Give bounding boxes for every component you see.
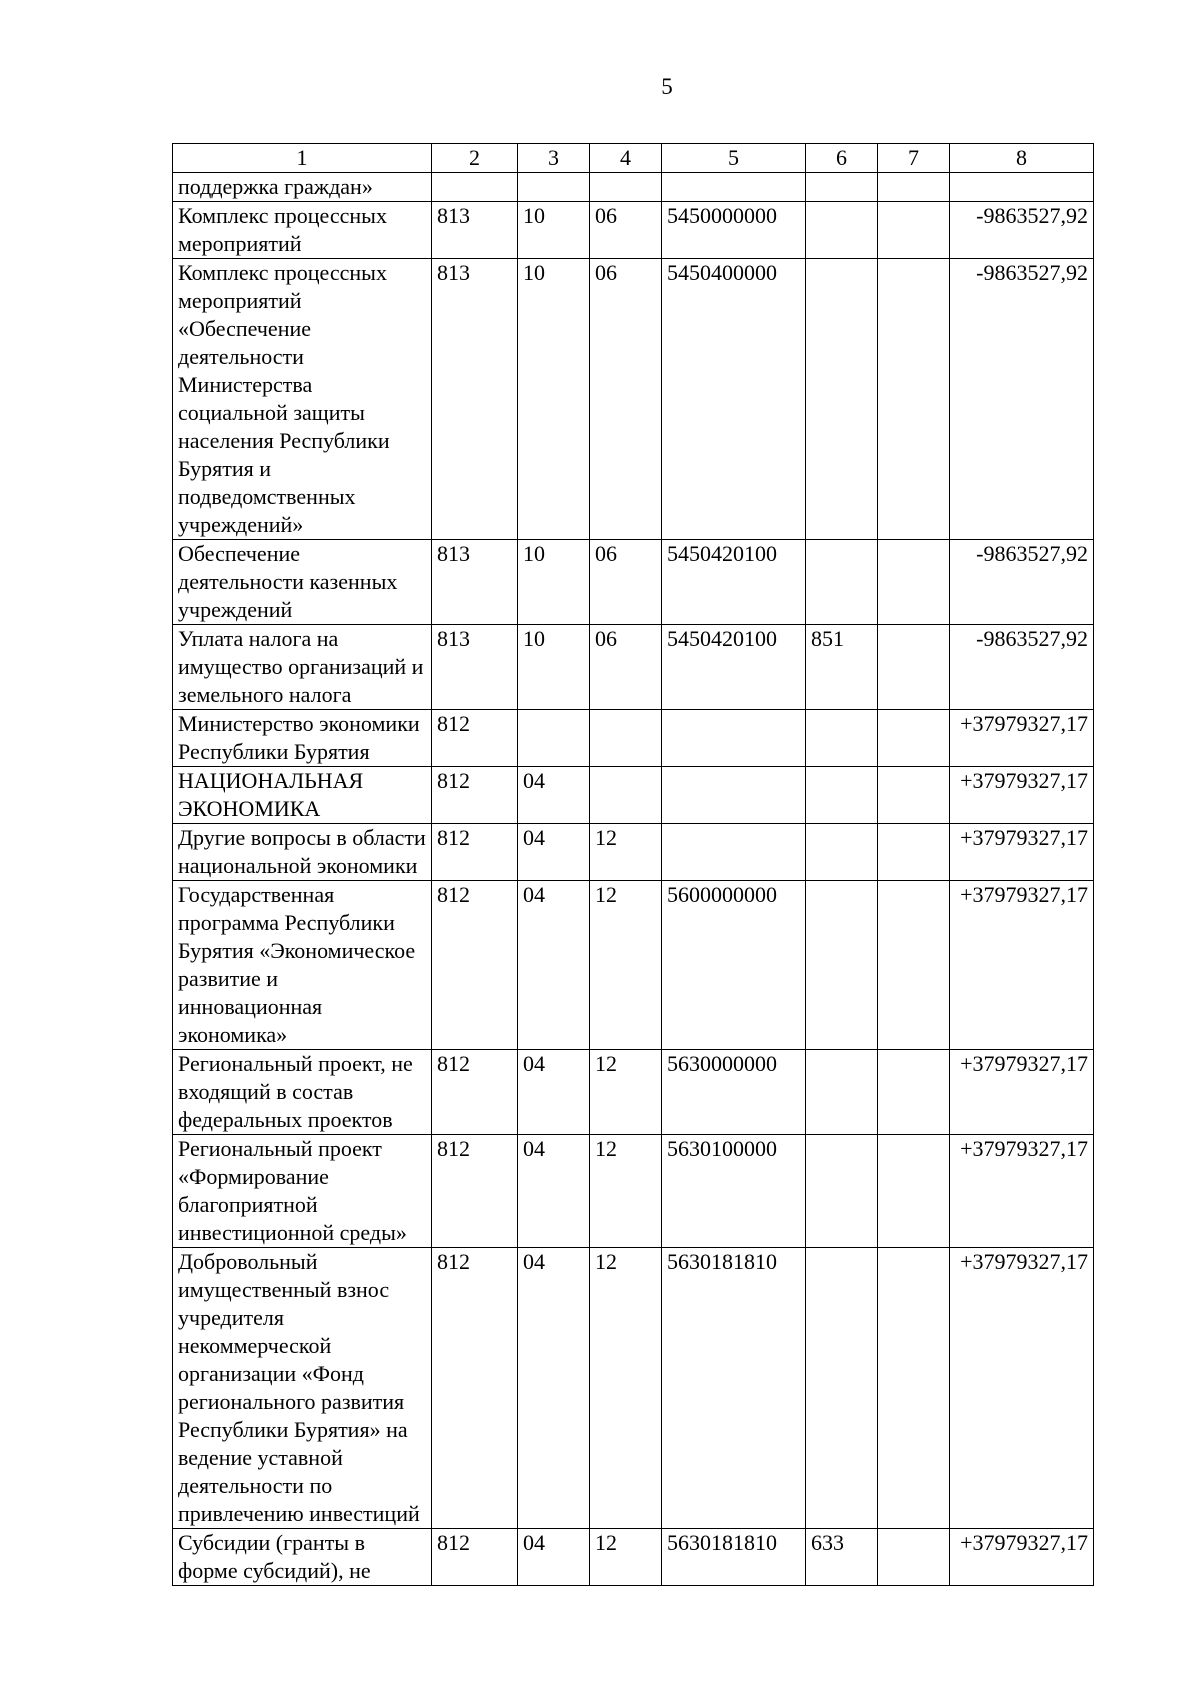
amount-cell: +37979327,17 — [950, 1050, 1094, 1135]
target-article-cell: 5600000000 — [662, 881, 806, 1050]
table-row — [173, 259, 1094, 540]
target-article-cell: 5630181810 — [662, 1529, 806, 1586]
column-7-cell — [878, 824, 950, 881]
target-article-cell — [662, 710, 806, 767]
admin-code-cell: 813 — [432, 625, 518, 710]
table-row — [173, 767, 1094, 824]
admin-code-cell: 812 — [432, 1050, 518, 1135]
subsection-cell — [590, 173, 662, 202]
expense-type-cell — [806, 259, 878, 540]
column-7-cell — [878, 881, 950, 1050]
admin-code-cell: 812 — [432, 1529, 518, 1586]
table-row — [173, 710, 1094, 767]
subsection-cell: 06 — [590, 540, 662, 625]
section-cell: 10 — [518, 625, 590, 710]
header-cell: 7 — [878, 144, 950, 173]
amount-cell: -9863527,92 — [950, 259, 1094, 540]
table-row — [173, 173, 1094, 202]
subsection-cell: 12 — [590, 1529, 662, 1586]
expense-type-cell — [806, 202, 878, 259]
subsection-cell — [590, 710, 662, 767]
table-row — [173, 1135, 1094, 1248]
expense-type-cell — [806, 881, 878, 1050]
amount-cell: -9863527,92 — [950, 625, 1094, 710]
amount-cell: -9863527,92 — [950, 202, 1094, 259]
admin-code-cell: 812 — [432, 767, 518, 824]
header-cell: 2 — [432, 144, 518, 173]
header-cell: 5 — [662, 144, 806, 173]
description-cell: Обеспечение деятельности казенных учреждений — [173, 540, 432, 625]
amount-cell: +37979327,17 — [950, 710, 1094, 767]
expense-type-cell — [806, 824, 878, 881]
admin-code-cell: 812 — [432, 710, 518, 767]
table-row — [173, 1529, 1094, 1586]
page-number: 5 — [661, 74, 673, 99]
target-article-cell: 5630181810 — [662, 1248, 806, 1529]
amount-cell — [950, 173, 1094, 202]
header-cell: 3 — [518, 144, 590, 173]
expense-type-cell — [806, 1135, 878, 1248]
target-article-cell — [662, 173, 806, 202]
description-cell: поддержка граждан» — [173, 173, 432, 202]
column-7-cell — [878, 259, 950, 540]
description-cell: Региональный проект, не входящий в состав федеральных проектов — [173, 1050, 432, 1135]
description-cell: Министерство экономики Республики Бурятия — [173, 710, 432, 767]
column-7-cell — [878, 710, 950, 767]
table-row — [173, 1248, 1094, 1529]
column-7-cell — [878, 625, 950, 710]
column-7-cell — [878, 1248, 950, 1529]
description-cell: Комплекс процессных мероприятий — [173, 202, 432, 259]
header-cell: 1 — [173, 144, 432, 173]
budget-table — [172, 143, 1094, 1586]
description-cell: Субсидии (гранты в форме субсидий), не — [173, 1529, 432, 1586]
expense-type-cell — [806, 767, 878, 824]
expense-type-cell — [806, 173, 878, 202]
header-cell: 4 — [590, 144, 662, 173]
column-7-cell — [878, 540, 950, 625]
admin-code-cell: 812 — [432, 881, 518, 1050]
subsection-cell: 06 — [590, 625, 662, 710]
target-article-cell — [662, 824, 806, 881]
column-7-cell — [878, 1135, 950, 1248]
admin-code-cell: 812 — [432, 1135, 518, 1248]
target-article-cell: 5630100000 — [662, 1135, 806, 1248]
description-cell: Другие вопросы в области национальной экономики — [173, 824, 432, 881]
column-7-cell — [878, 767, 950, 824]
table-row — [173, 625, 1094, 710]
subsection-cell: 12 — [590, 1248, 662, 1529]
subsection-cell — [590, 767, 662, 824]
section-cell — [518, 710, 590, 767]
amount-cell: +37979327,17 — [950, 881, 1094, 1050]
target-article-cell: 5450420100 — [662, 625, 806, 710]
section-cell: 04 — [518, 824, 590, 881]
amount-cell: +37979327,17 — [950, 1248, 1094, 1529]
section-cell: 04 — [518, 767, 590, 824]
expense-type-cell — [806, 1050, 878, 1135]
section-cell: 10 — [518, 540, 590, 625]
amount-cell: +37979327,17 — [950, 1529, 1094, 1586]
expense-type-cell: 851 — [806, 625, 878, 710]
section-cell: 04 — [518, 1248, 590, 1529]
description-cell: Государственная программа Республики Бурятия «Экономическое развитие и инновационная экономика» — [173, 881, 432, 1050]
expense-type-cell — [806, 710, 878, 767]
table-row — [173, 202, 1094, 259]
target-article-cell — [662, 767, 806, 824]
section-cell: 04 — [518, 881, 590, 1050]
section-cell: 10 — [518, 202, 590, 259]
description-cell: Уплата налога на имущество организаций и земельного налога — [173, 625, 432, 710]
admin-code-cell: 813 — [432, 540, 518, 625]
expense-type-cell: 633 — [806, 1529, 878, 1586]
admin-code-cell: 812 — [432, 824, 518, 881]
table-row — [173, 824, 1094, 881]
section-cell: 04 — [518, 1135, 590, 1248]
admin-code-cell: 813 — [432, 259, 518, 540]
header-cell: 6 — [806, 144, 878, 173]
header-cell: 8 — [950, 144, 1094, 173]
description-cell: Комплекс процессных мероприятий «Обеспечение деятельности Министерства социальной защиты населения Республики Бурятия и подведомственных учреждений» — [173, 259, 432, 540]
admin-code-cell: 812 — [432, 1248, 518, 1529]
amount-cell: +37979327,17 — [950, 767, 1094, 824]
subsection-cell: 12 — [590, 881, 662, 1050]
section-cell: 10 — [518, 259, 590, 540]
subsection-cell: 12 — [590, 1050, 662, 1135]
target-article-cell: 5630000000 — [662, 1050, 806, 1135]
table-header-row — [173, 144, 1094, 173]
table-row — [173, 540, 1094, 625]
column-7-cell — [878, 202, 950, 259]
section-cell: 04 — [518, 1050, 590, 1135]
amount-cell: -9863527,92 — [950, 540, 1094, 625]
expense-type-cell — [806, 540, 878, 625]
subsection-cell: 12 — [590, 1135, 662, 1248]
section-cell — [518, 173, 590, 202]
target-article-cell: 5450000000 — [662, 202, 806, 259]
description-cell: Добровольный имущественный взнос учредителя некоммерческой организации «Фонд регионального развития Республики Бурятия» на ведение уставной деятельности по привлечению инвестиций — [173, 1248, 432, 1529]
subsection-cell: 06 — [590, 202, 662, 259]
target-article-cell: 5450420100 — [662, 540, 806, 625]
column-7-cell — [878, 1529, 950, 1586]
subsection-cell: 12 — [590, 824, 662, 881]
table-row — [173, 1050, 1094, 1135]
amount-cell: +37979327,17 — [950, 1135, 1094, 1248]
description-cell: Региональный проект «Формирование благоприятной инвестиционной среды» — [173, 1135, 432, 1248]
table-row — [173, 881, 1094, 1050]
column-7-cell — [878, 173, 950, 202]
admin-code-cell: 813 — [432, 202, 518, 259]
description-cell: НАЦИОНАЛЬНАЯ ЭКОНОМИКА — [173, 767, 432, 824]
admin-code-cell — [432, 173, 518, 202]
column-7-cell — [878, 1050, 950, 1135]
subsection-cell: 06 — [590, 259, 662, 540]
section-cell: 04 — [518, 1529, 590, 1586]
expense-type-cell — [806, 1248, 878, 1529]
amount-cell: +37979327,17 — [950, 824, 1094, 881]
target-article-cell: 5450400000 — [662, 259, 806, 540]
